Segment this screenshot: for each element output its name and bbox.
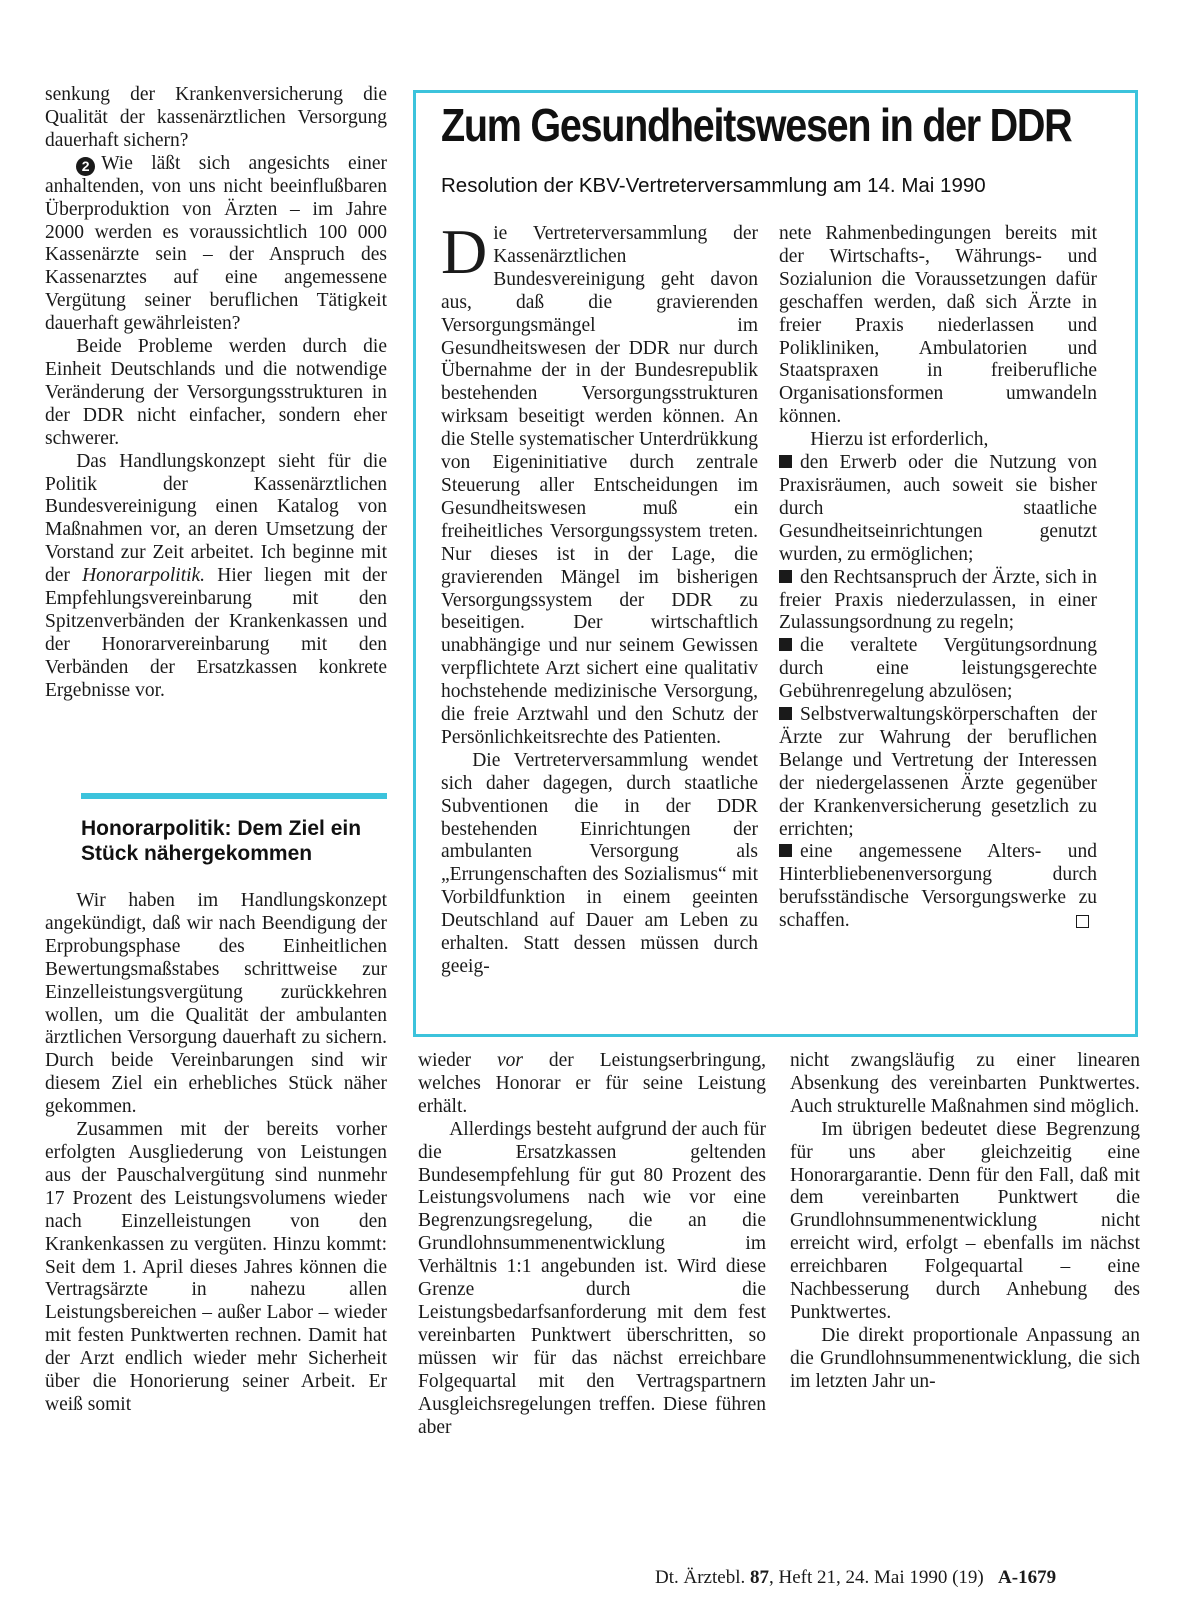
emphasis-text: Honorarpolitik. [82,565,206,587]
square-bullet-icon [779,455,792,468]
paragraph: Die Vertreterversammlung wendet sich daher dagegen, durch staatliche Subventionen die in der DDR bestehenden Einrichtungen der ambulanten Versorgung als „Errungenschaften des Sozialismus“ mit Vorbildfunktion in einem geeinten Deutschland auf Dauer am Leben zu erhalten. Statt dessen müssen durch geeig- [441,749,758,977]
end-mark-icon [1076,915,1089,928]
paragraph: nete Rahmenbedingungen bereits mit der Wirtschafts-, Währungs- und Sozialunion die Voraussetzungen dafür geschaffen werden, daß sich Ärzte in freier Praxis niederlassen und Polikliniken, Ambulatorien und Staatspraxen in freiberufliche Organisationsformen umwandeln können. [779,223,1097,428]
number-two-icon: 2 [76,157,95,176]
paragraph [45,451,387,703]
volume-number: 87 [749,1567,769,1588]
left-column-top [45,84,387,703]
middle-column [418,1050,766,1439]
paragraph: Hierzu ist erforderlich, [810,429,989,451]
bullet-item [779,841,1097,933]
paragraph: Beide Probleme werden durch die Einheit Deutschlands und die notwendige Veränderung der Versorgungsstrukturen in der DDR nicht einfacher, sondern eher schwerer. [45,336,387,449]
bullet-text: den Rechtsanspruch der Ärzte, sich in freier Praxis niederzulassen, in einer Zulassungsordnung zu regeln; [779,566,1097,634]
page-number: A-1679 [998,1567,1057,1588]
page-footer [655,1567,1056,1589]
paragraph-text: ie Vertreterversammlung der Kassenärztlichen Bundesvereinigung geht davon aus, daß die gravierenden Versorgungsmängel im Gesundheitswesen der DDR nur durch Übernahme der in der Bundesrepublik bestehenden Versorgungsstrukturen wirksam beseitigt werden können. An die Stelle systematischer Unterdrükkung von Eigeninitiative durch zentrale Steuerung aller Entscheidungen im Gesundheitswesen muß ein freiheitliches Versorgungssystem treten. Nur dieses ist in der Lage, die gravierenden Mängel im bisherigen Versorgungssystem der DDR zu beseitigen. Der wirtschaftlich unabhängige und nur seinem Gewissen verpflichtete Arzt sichert eine qualitativ hochstehende medizinische Versorgung, die freie Arztwahl und den Schutz der Persönlichkeitsrechte des Patienten. [441,223,758,748]
square-bullet-icon [779,707,792,720]
bullet-item [779,452,1097,567]
paragraph-text: Das Handlungskonzept sieht für die Politik der Kassenärztlichen Bundesvereinigung einen Katalog von Maßnahmen vor, an deren Umsetzung der Vorstand zur Zeit arbeitet. Ich beginne mit der [45,450,387,587]
paragraph-text: der Leistungserbringung, welches Honorar er für seine Leistung erhält. [418,1050,766,1117]
right-column [790,1050,1140,1394]
paragraph [418,1050,766,1119]
box-right-column [779,223,1097,933]
paragraph: Im übrigen bedeutet diese Begrenzung für uns aber gleichzeitig eine Honorargarantie. Denn für den Fall, daß mit dem vereinbarten Punktwert die Grundlohnsummenentwicklung nicht erreicht wird, erfolgt – ebenfalls im nächst erreichbaren Folgequartal – eine Nachbesserung durch Anhebung des Punktwertes. [790,1118,1140,1323]
paragraph-text: wieder [418,1050,497,1071]
paragraph: senkung der Krankenversicherung die Qualität der kassenärztlichen Versorgung dauerhaft sichern? [45,84,387,151]
bullet-item [779,567,1097,636]
paragraph: nicht zwangsläufig zu einer linearen Absenkung des vereinbarten Punktwertes. Auch strukturelle Maßnahmen sind möglich. [790,1050,1140,1117]
paragraph-text: Hier liegen mit der Empfehlungsvereinbarung mit den Spitzenverbänden der Krankenkassen und der Honorarvereinbarung mit den Verbänden der Ersatzkassen konkrete Ergebnisse vor. [45,565,387,701]
paragraph: Allerdings besteht aufgrund der auch für die Ersatzkassen geltenden Bundesempfehlung für gut 80 Prozent des Leistungsvolumens nach wie vor eine Begrenzungsregelung, die an die Grundlohnsummenentwicklung im Verhältnis 1:1 angebunden ist. Wird diese Grenze durch die Leistungsbedarfsanforderung mit dem fest vereinbarten Punktwert überschritten, so müssen wir für das nächst erreichbare Folgequartal mit den Vertragspartnern Ausgleichsregelungen treffen. Diese führen aber [418,1118,766,1438]
issue-info: , Heft 21, 24. Mai 1990 (19) [768,1567,984,1588]
box-left-column [441,216,758,979]
square-bullet-icon [779,638,792,651]
square-bullet-icon [779,844,792,857]
drop-cap: D [441,216,488,287]
bullet-text: den Erwerb oder die Nutzung von Praxisräumen, auch soweit sie bisher durch staatliche Gesundheitseinrichtungen genutzt wurden, zu ermöglichen; [779,452,1097,565]
section-rule [81,793,387,799]
paragraph: Wir haben im Handlungskonzept angekündigt, daß wir nach Beendigung der Erprobungsphase des Einheitlichen Bewertungsmaßstabes schrittweise zur Einzelleistungsvergütung zurückkehren wollen, um die Qualität der ambulanten ärztlichen Versorgung dauerhaft zu sichern. Durch beide Vereinbarungen sind wir diesem Ziel ein erhebliches Stück näher gekommen. [45,890,387,1118]
paragraph: Zusammen mit der bereits vorher erfolgten Ausgliederung von Leistungen aus der Pauschalvergütung sind nunmehr 17 Prozent des Leistungsvolumens wieder nach Einzelleistungen von den Krankenkassen zu vergüten. Hinzu kommt: Seit dem 1. April dieses Jahres können die Vertragsärzte in nahezu allen Leistungsbereichen – außer Labor – wieder mit festen Punktwerten rechnen. Damit hat der Arzt endlich wieder mehr Sicherheit über die Honorierung seiner Arbeit. Er weiß somit [45,1119,387,1415]
paragraph: Die direkt proportionale Anpassung an die Grundlohnsummenentwicklung, die sich im letzten Jahr un- [790,1324,1140,1392]
bullet-text: Selbstverwaltungskörperschaften der Ärzte zur Wahrung der beruflichen Belange und Vertretung der Interessen der niedergelassenen Ärzte gegenüber der Krankenversicherung gesetzlich zu errichten; [779,704,1097,840]
box-title: Zum Gesundheitswesen in der DDR [441,99,1072,151]
square-bullet-icon [779,570,792,583]
bullet-item [779,635,1097,704]
journal-name: Dt. Ärztebl. [655,1567,750,1588]
left-column-bottom [45,890,387,1417]
bullet-item [779,704,1097,841]
paragraph [441,216,758,750]
bullet-text: die veraltete Vergütungsordnung durch eine leistungsgerechte Gebührenregelung abzulösen; [779,635,1097,703]
emphasis-text: vor [496,1050,523,1071]
bullet-text: eine angemessene Alters- und Hinterbliebenenversorgung durch berufsständische Versorgungswerke zu schaffen. [779,841,1097,932]
box-subtitle: Resolution der KBV-Vertreterversammlung am 14. Mai 1990 [441,174,986,197]
section-heading: Honorarpolitik: Dem Ziel ein Stück nähergekommen [81,817,362,865]
question-paragraph [45,153,387,336]
paragraph-text: Wie läßt sich angesichts einer anhaltenden, von uns nicht beeinflußbaren Überproduktion von Ärzten – im Jahre 2000 werden es voraussichtlich 100 000 Kassenärzte sein – der Anspruch des Kassenarztes auf eine angemessene Vergütung seiner beruflichen Tätigkeit dauerhaft gewährleisten? [45,152,387,335]
